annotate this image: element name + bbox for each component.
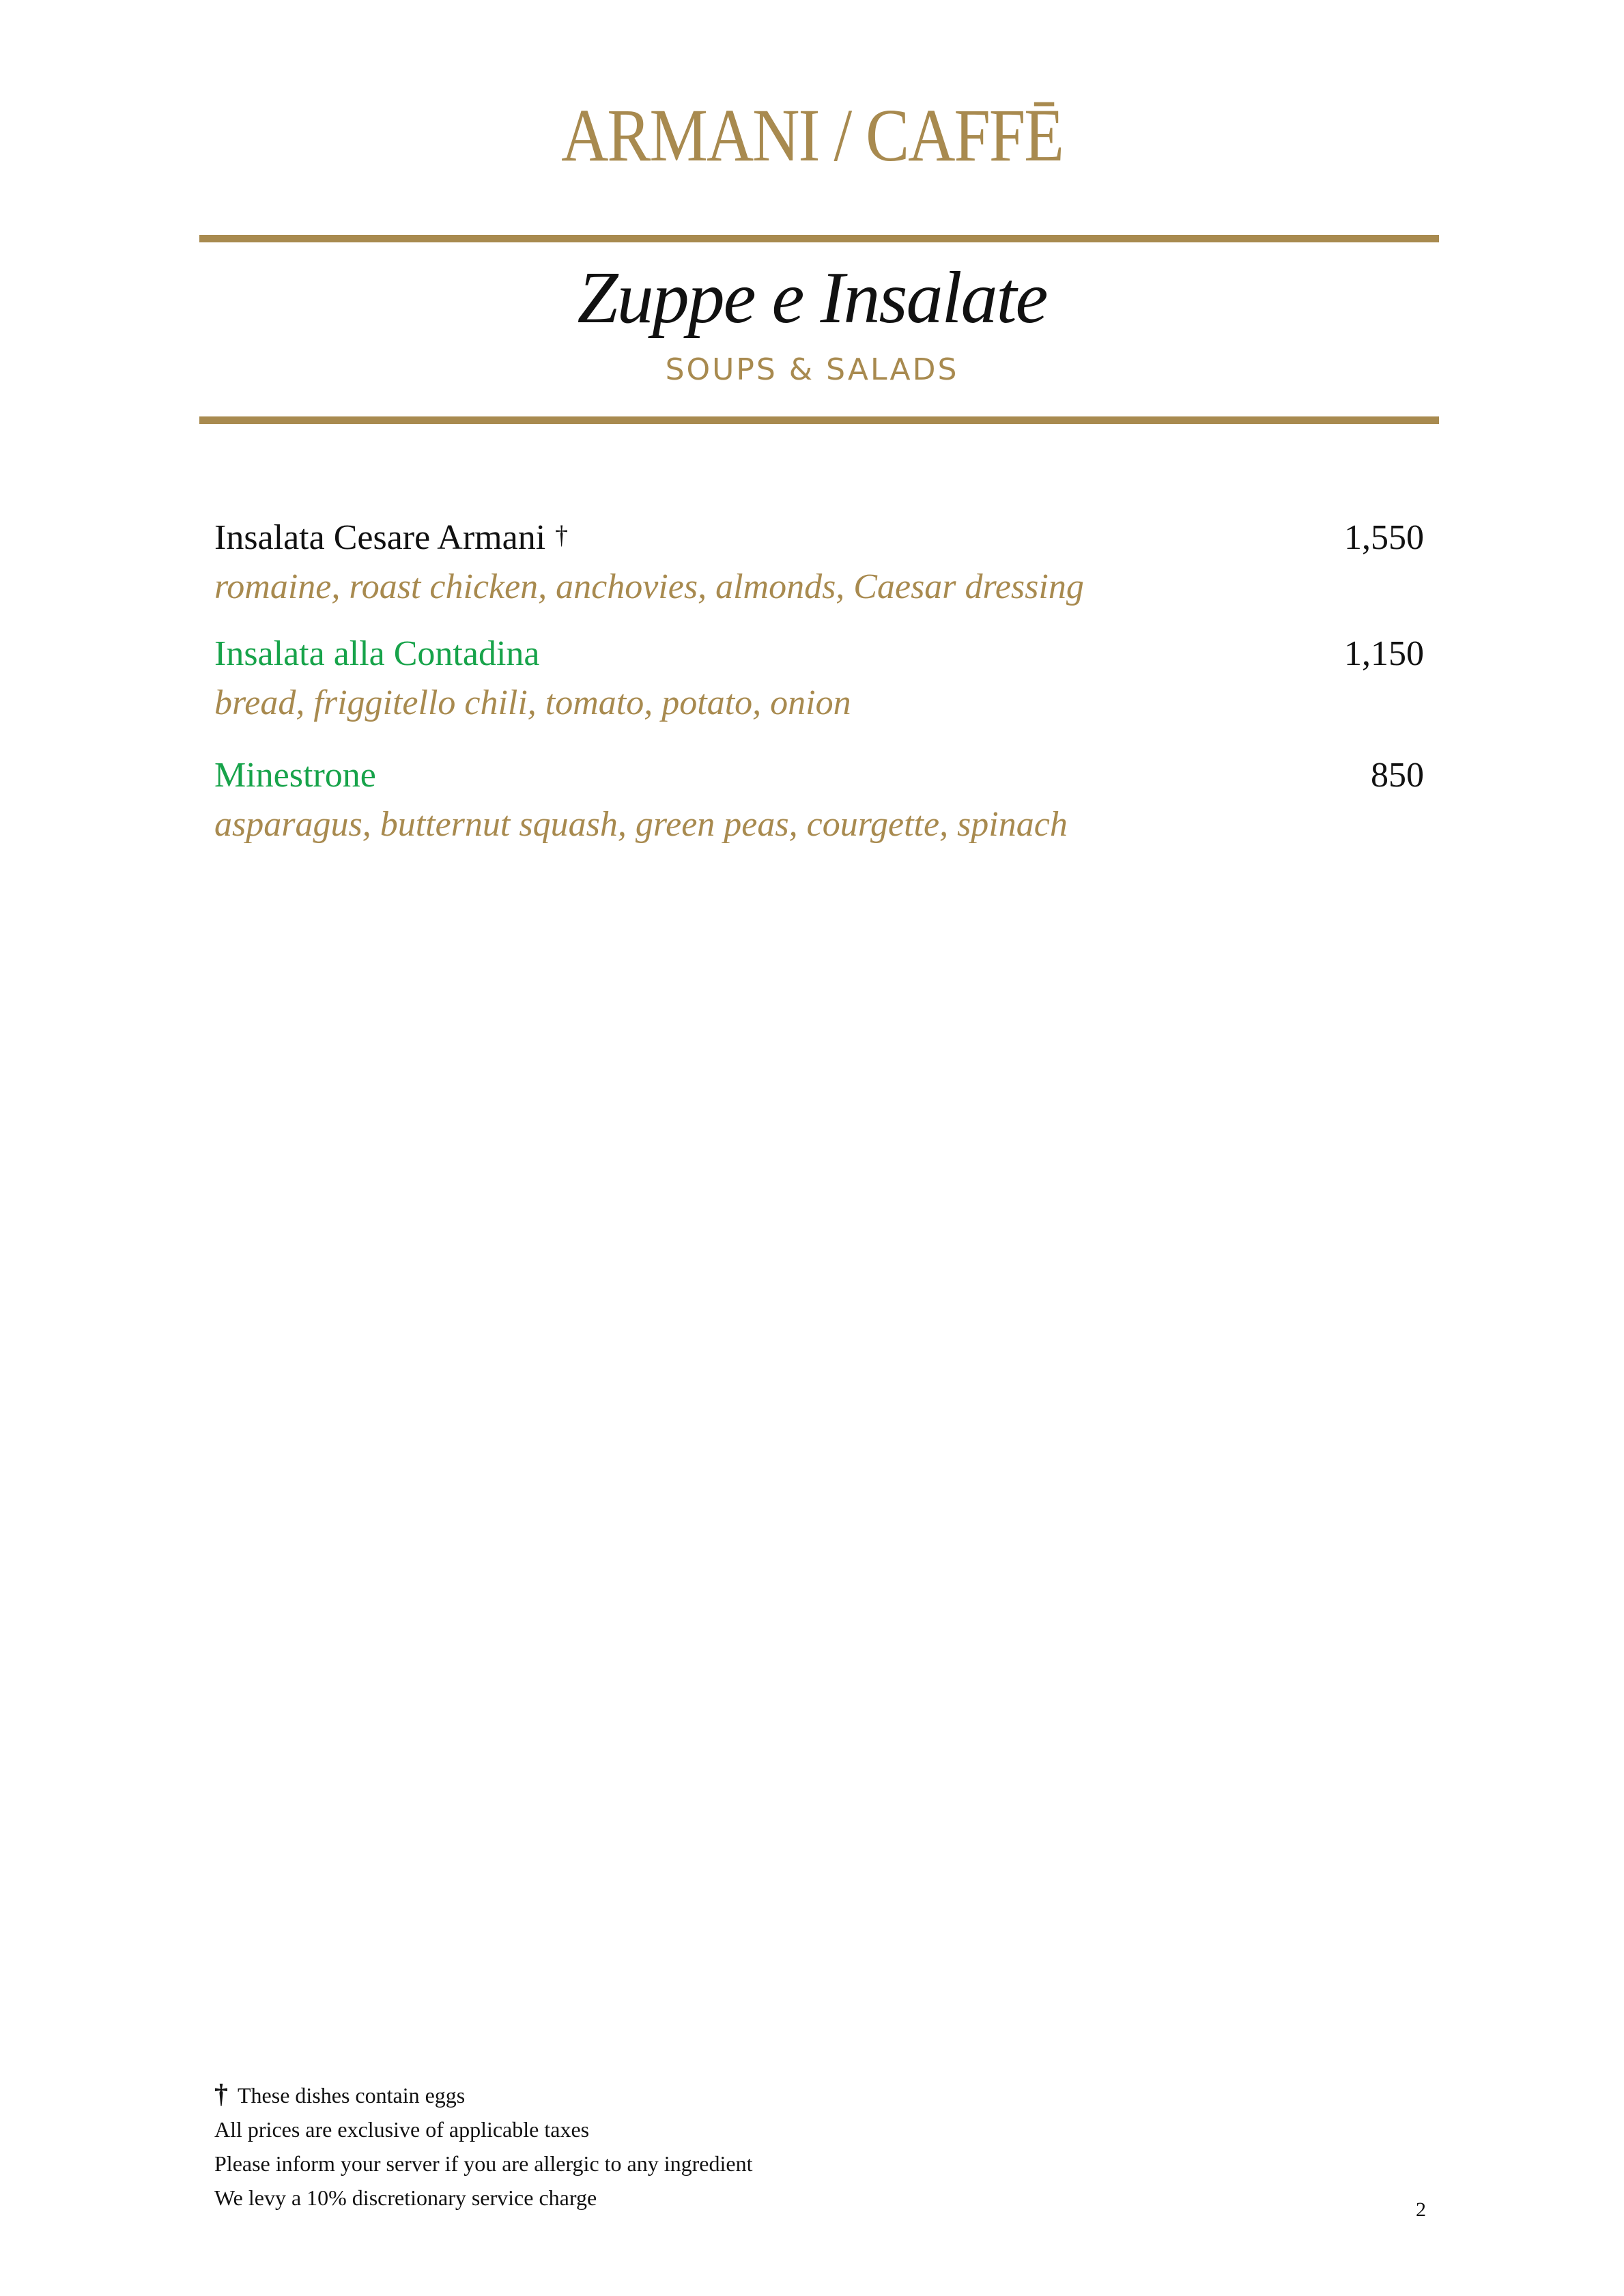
menu-item-name-text: Insalata Cesare Armani	[214, 518, 546, 557]
menu-item-price: 1,550	[1344, 518, 1424, 557]
menu-item-name-text: Minestrone	[214, 756, 376, 795]
page-number: 2	[1416, 2198, 1426, 2221]
armani-caffe-logo	[0, 92, 1624, 177]
top-divider	[199, 235, 1439, 242]
footer-notes	[214, 2077, 752, 2215]
footer-eggs-line	[214, 2077, 752, 2112]
menu-item-name	[214, 758, 376, 793]
menu-item-name	[214, 520, 568, 556]
footer-allergy-note: Please inform your server if you are allergic to any ingredient	[214, 2151, 753, 2176]
menu-item-description: bread, friggitello chili, tomato, potato, onion	[214, 683, 851, 722]
menu-item-price: 850	[1371, 756, 1424, 795]
dagger-icon: †	[214, 2078, 228, 2109]
menu-item-description: asparagus, butternut squash, green peas, courgette, spinach	[214, 805, 1068, 844]
section-subtitle: SOUPS & SALADS	[665, 352, 959, 387]
footer-service-note: We levy a 10% discretionary service charge	[214, 2185, 597, 2210]
menu-item-name	[214, 636, 539, 672]
menu-item-price: 1,150	[1344, 634, 1424, 673]
footer-eggs-note: These dishes contain eggs	[238, 2083, 466, 2108]
menu-item-name-text: Insalata alla Contadina	[214, 634, 540, 673]
logo-slash: /	[834, 92, 851, 177]
logo-armani: ARMANI	[561, 92, 819, 177]
menu-item-description: romaine, roast chicken, anchovies, almonds, Caesar dressing	[214, 567, 1084, 606]
footer-taxes-note: All prices are exclusive of applicable taxes	[214, 2117, 590, 2142]
bottom-divider	[199, 416, 1439, 424]
logo-caffe: CAFFĒ	[866, 92, 1063, 177]
section-title: Zuppe e Insalate	[577, 257, 1047, 339]
egg-marker-icon: †	[555, 521, 569, 550]
